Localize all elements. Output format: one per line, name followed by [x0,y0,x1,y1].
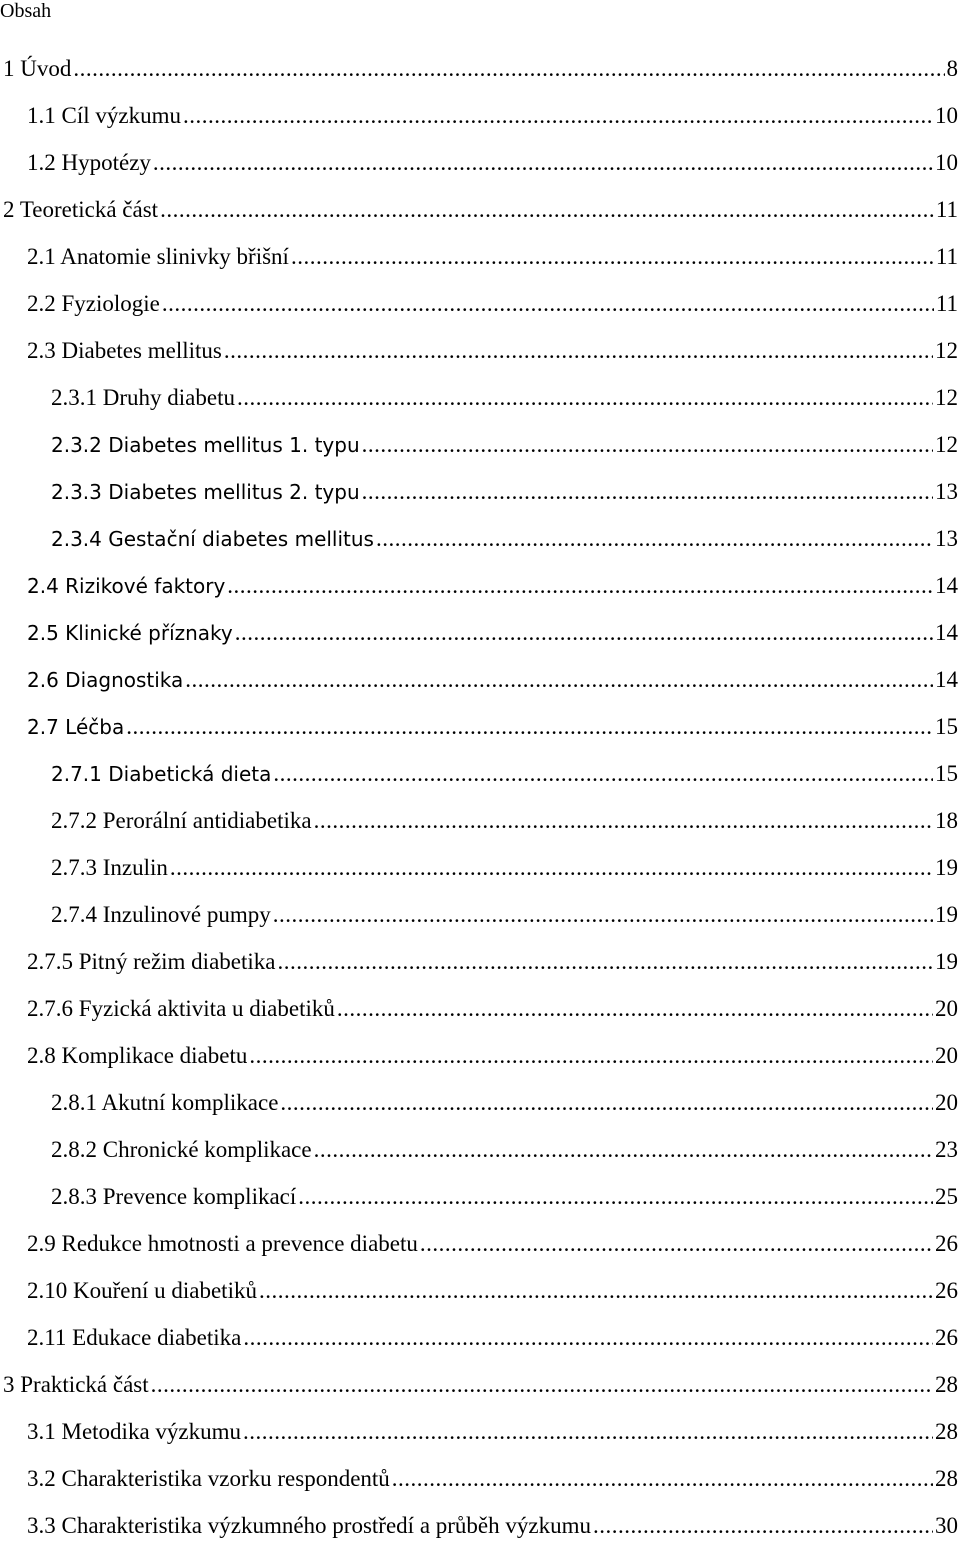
toc-entry[interactable] [0,797,960,844]
toc-entry-title: 2.2 Fyziologie [27,291,160,316]
toc-entry-page: 19 [935,902,958,927]
toc-entry[interactable] [0,1173,960,1220]
dot-leader [376,515,933,562]
toc-entry-page: 30 [935,1513,958,1538]
dot-leader [277,938,933,985]
toc-entry-title: 2.4 Rizikové faktory [27,574,226,598]
toc-entry-page: 18 [935,808,958,833]
toc-heading: Obsah [0,0,52,22]
dot-leader [183,92,933,139]
toc-entry-title: 3 Praktická část [3,1372,149,1397]
toc-entry-page: 15 [935,761,958,786]
toc-entry[interactable] [0,703,960,750]
toc-entry[interactable] [0,985,960,1032]
toc-entry[interactable] [0,139,960,186]
dot-leader [291,233,934,280]
toc-entry[interactable] [0,844,960,891]
dot-leader [362,421,933,468]
toc-entry[interactable] [0,609,960,656]
toc-entry-page: 28 [935,1466,958,1491]
toc-entry-page: 14 [935,620,958,645]
dot-leader [273,891,933,938]
toc-entry[interactable] [0,327,960,374]
toc-entry-page: 14 [935,667,958,692]
dot-leader [237,374,933,421]
toc-entry-title: 2.7.1 Diabetická dieta [51,762,272,786]
toc-entry[interactable] [0,656,960,703]
toc-entry-page: 19 [935,855,958,880]
toc-entry[interactable] [0,562,960,609]
dot-leader [420,1220,933,1267]
toc-entry-title: 1.1 Cíl výzkumu [27,103,181,128]
dot-leader [337,985,933,1032]
toc-entry-page: 13 [935,479,958,504]
toc-entry-page: 26 [935,1278,958,1303]
toc-entry-page: 12 [935,338,958,363]
toc-entry-page: 28 [935,1419,958,1444]
toc-entry[interactable] [0,891,960,938]
toc-entry[interactable] [0,468,960,515]
toc-entry[interactable] [0,1032,960,1079]
toc-entry[interactable] [0,92,960,139]
toc-entry-page: 15 [935,714,958,739]
toc-entry[interactable] [0,515,960,562]
toc-entry-title: 1 Úvod [3,56,72,81]
toc-entry-page: 19 [935,949,958,974]
toc-entry-title: 1.2 Hypotézy [27,150,151,175]
toc-entry[interactable] [0,233,960,280]
toc-entry[interactable] [0,1314,960,1361]
toc-entry-page: 11 [935,244,958,269]
toc-entry[interactable] [0,938,960,985]
toc-entry[interactable] [0,1455,960,1502]
toc-entry-title: 2.8.2 Chronické komplikace [51,1137,312,1162]
toc-entry-page: 25 [935,1184,958,1209]
dot-leader [593,1502,933,1549]
toc-entry[interactable] [0,1079,960,1126]
toc-entry[interactable] [0,1361,960,1408]
toc-entry-title: 2.7.3 Inzulin [51,855,168,880]
dot-leader [224,327,933,374]
toc-entry[interactable] [0,374,960,421]
toc-entry-title: 2.7.6 Fyzická aktivita u diabetiků [27,996,335,1021]
toc-entry-page: 8 [946,56,958,81]
toc-entry-title: 2.7 Léčba [27,715,125,739]
dot-leader [249,1032,933,1079]
toc-entry-title: 2.7.5 Pitný režim diabetika [27,949,276,974]
toc-entry[interactable] [0,45,960,92]
toc-entry[interactable] [0,421,960,468]
dot-leader [243,1408,933,1455]
table-of-contents [0,45,960,1549]
toc-entry-title: 2.10 Kouření u diabetiků [27,1278,257,1303]
toc-entry[interactable] [0,1408,960,1455]
dot-leader [362,468,933,515]
toc-entry-title: 2.11 Edukace diabetika [27,1325,242,1350]
toc-entry-title: 3.3 Charakteristika výzkumného prostředí a průběh výzkumu [27,1513,591,1538]
toc-entry-page: 20 [935,1043,958,1068]
dot-leader [314,1126,933,1173]
dot-leader [153,139,933,186]
toc-entry-page: 23 [935,1137,958,1162]
toc-entry[interactable] [0,1502,960,1549]
toc-entry-title: 2.3.3 Diabetes mellitus 2. typu [51,480,360,504]
dot-leader [273,750,933,797]
toc-entry-page: 26 [935,1325,958,1350]
toc-entry-title: 2.6 Diagnostika [27,668,184,692]
toc-entry-title: 2.3 Diabetes mellitus [27,338,222,363]
dot-leader [259,1267,933,1314]
toc-entry-page: 10 [935,103,958,128]
toc-entry-title: 2.7.2 Perorální antidiabetika [51,808,312,833]
dot-leader [243,1314,933,1361]
toc-entry-page: 28 [935,1372,958,1397]
dot-leader [126,703,933,750]
dot-leader [298,1173,933,1220]
dot-leader [235,609,933,656]
toc-entry-title: 2.3.4 Gestační diabetes mellitus [51,527,374,551]
toc-entry-title: 2.8 Komplikace diabetu [27,1043,248,1068]
toc-entry-page: 20 [935,1090,958,1115]
dot-leader [280,1079,933,1126]
dot-leader [160,186,934,233]
toc-entry[interactable] [0,186,960,233]
toc-entry-page: 11 [935,291,958,316]
toc-entry-title: 3.2 Charakteristika vzorku respondentů [27,1466,390,1491]
toc-entry[interactable] [0,280,960,327]
dot-leader [73,45,944,92]
toc-entry-title: 2.8.3 Prevence komplikací [51,1184,297,1209]
toc-entry-title: 2.1 Anatomie slinivky břišní [27,244,289,269]
toc-entry-page: 11 [935,197,958,222]
dot-leader [151,1361,933,1408]
dot-leader [227,562,933,609]
dot-leader [185,656,933,703]
dot-leader [170,844,933,891]
toc-entry-title: 2.9 Redukce hmotnosti a prevence diabetu [27,1231,418,1256]
toc-entry[interactable] [0,1126,960,1173]
toc-entry-page: 14 [935,573,958,598]
toc-entry-title: 2.8.1 Akutní komplikace [51,1090,279,1115]
toc-entry-page: 12 [935,432,958,457]
dot-leader [314,797,933,844]
toc-entry-title: 2.7.4 Inzulinové pumpy [51,902,271,927]
toc-entry[interactable] [0,750,960,797]
dot-leader [392,1455,933,1502]
toc-entry-page: 12 [935,385,958,410]
toc-entry-page: 26 [935,1231,958,1256]
toc-entry-page: 20 [935,996,958,1021]
toc-entry[interactable] [0,1267,960,1314]
dot-leader [162,280,934,327]
toc-entry-page: 13 [935,526,958,551]
toc-entry[interactable] [0,1220,960,1267]
toc-entry-title: 3.1 Metodika výzkumu [27,1419,241,1444]
toc-entry-title: 2.3.1 Druhy diabetu [51,385,235,410]
toc-entry-title: 2.5 Klinické příznaky [27,621,233,645]
toc-entry-title: 2.3.2 Diabetes mellitus 1. typu [51,433,360,457]
toc-entry-title: 2 Teoretická část [3,197,159,222]
toc-entry-page: 10 [935,150,958,175]
